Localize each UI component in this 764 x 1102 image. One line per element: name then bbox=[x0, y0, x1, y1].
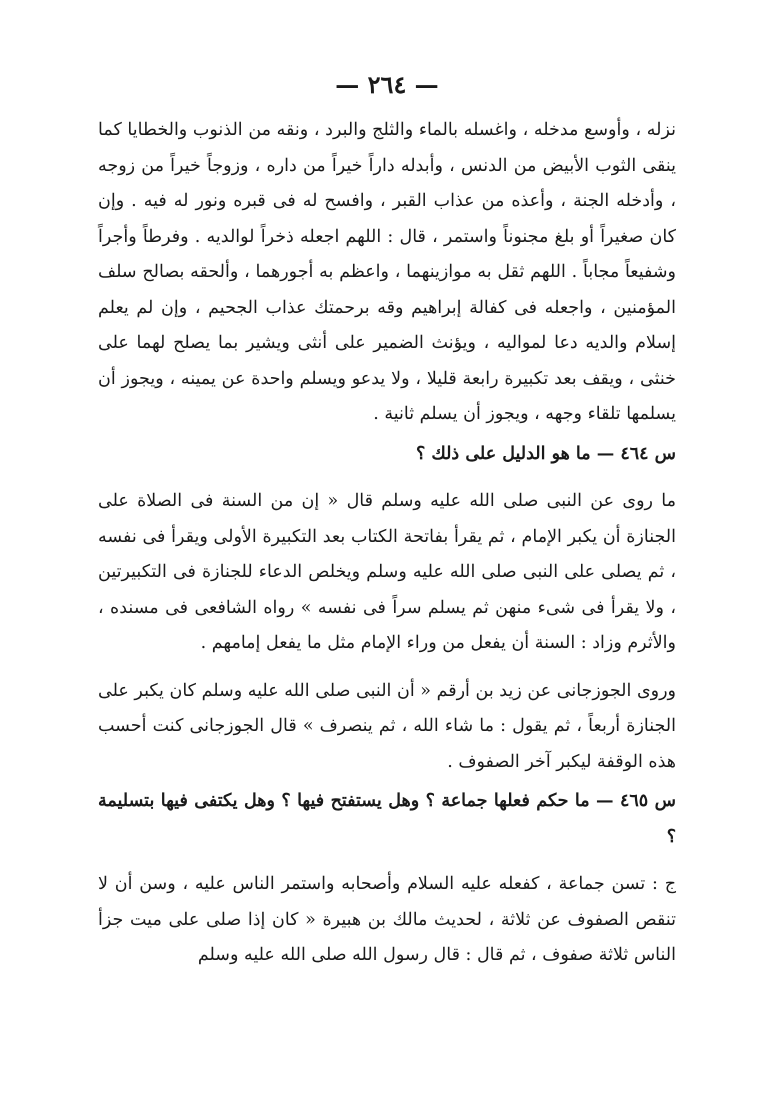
page-number: — ٢٦٤ — bbox=[335, 70, 439, 99]
paragraph-evidence-hadith: ما روى عن النبى صلى الله عليه وسلم قال « إن من السنة فى الصلاة على الجنازة أن يكبر الإمام ، ثم يقرأ بفاتحة الكتاب بعد التكبيرة الأولى ويقرأ فى نفسه ، ثم يصلى على النبى صلى الله عليه وسلم ويخلص الدعاء للجنازة فى التكبيرتين ، ولا يقرأ فى شىء منهن ثم يسلم سراً فى نفسه » رواه الشافعى فى مسنده ، والأثرم وزاد : السنة أن يفعل من وراء الإمام مثل ما يفعل إمامهم . bbox=[98, 491, 676, 653]
question-465: س ٤٦٥ — ما حكم فعلها جماعة ؟ وهل يستفتح فيها ؟ وهل يكتفى فيها بتسليمة ؟ bbox=[98, 791, 676, 847]
paragraph-jawzajani-narration: وروى الجوزجانى عن زيد بن أرقم « أن النبى صلى الله عليه وسلم كان يكبر على الجنازة أربعاً ، ثم يقول : ما شاء الله ، ثم ينصرف » قال الجوزجانى كنت أحسب هذه الوقفة ليكبر آخر الصفوف . bbox=[98, 680, 676, 772]
paragraph-answer-congregation: ج : تسن جماعة ، كفعله عليه السلام وأصحابه واستمر الناس عليه ، وسن أن لا تنقص الصفوف عن ثلاثة ، لحديث مالك بن هبيرة « كان إذا صلى على ميت جزأ الناس ثلاثة صفوف ، ثم قال : قال رسول الله صلى الله عليه وسلم bbox=[98, 874, 676, 965]
question-464: س ٤٦٤ — ما هو الدليل على ذلك ؟ bbox=[415, 443, 676, 464]
paragraph-funeral-prayer-text: نزله ، وأوسع مدخله ، واغسله بالماء والثلج والبرد ، ونقه من الذنوب والخطايا كما ينقى الثوب الأبيض من الدنس ، وأبدله داراً خيراً من داره ، وزوجاً خيراً من زوجه ، وأدخله الجنة ، وأعذه من عذاب القبر ، وافسح له فى قبره ونور له فيه . وإن كان صغيراً أو بلغ مجنوناً واستمر ، قال : اللهم اجعله ذخراً لوالديه . وفرطاً وأجراً وشفيعاً مجاباً . اللهم ثقل به موازينهما ، واعظم به أجورهما ، وألحقه بصالح سلف المؤمنين ، واجعله فى كفالة إبراهيم وقه برحمتك عذاب الجحيم ، وإن لم يعلم إسلام والديه دعا لمواليه ، ويؤنث الضمير على أنثى ويشير بما يصلح لهما على خنثى ، ويقف بعد تكبيرة رابعة قليلا ، ولا يدعو ويسلم واحدة عن يمينه ، ويجوز أن يسلمها تلقاء وجهه ، ويجوز أن يسلم ثانية . bbox=[98, 120, 676, 424]
